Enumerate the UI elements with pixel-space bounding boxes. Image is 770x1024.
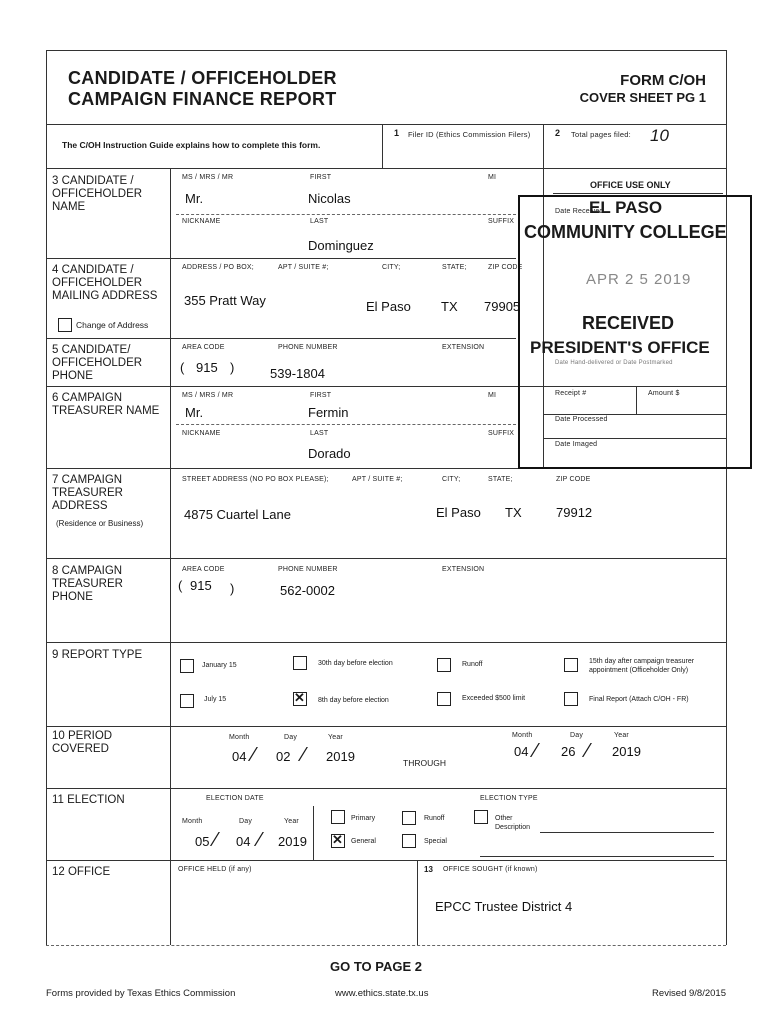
report-july-15-checkbox[interactable]	[180, 694, 194, 708]
stamp-date: APR 2 5 2019	[586, 271, 692, 288]
label-last: LAST	[310, 430, 329, 437]
divider	[46, 860, 726, 861]
form-border-top	[46, 50, 726, 51]
period-from-year[interactable]: 2019	[326, 749, 355, 764]
election-other-label: Other Description	[495, 815, 531, 831]
date-slash: ⁄	[302, 744, 306, 766]
label-state: STATE;	[488, 476, 513, 483]
go-to-page-2: GO TO PAGE 2	[330, 959, 422, 974]
label-mi: MI	[488, 392, 497, 399]
election-special-checkbox[interactable]	[402, 834, 416, 848]
label-apt: APT / SUITE #;	[278, 264, 329, 271]
treasurer-title[interactable]: Mr.	[185, 405, 204, 420]
divider	[636, 386, 637, 414]
dotted-divider	[176, 214, 516, 215]
footer-provided-by: Forms provided by Texas Ethics Commission	[46, 988, 236, 999]
candidate-area-code[interactable]: 915	[196, 360, 218, 375]
label-year: Year	[328, 734, 343, 741]
date-slash: ⁄	[534, 740, 538, 762]
report-15th-day-checkbox[interactable]	[564, 658, 578, 672]
cover-sheet-label: COVER SHEET PG 1	[579, 90, 706, 105]
label-amount: Amount $	[648, 390, 680, 397]
treasurer-city[interactable]: El Paso	[436, 505, 481, 520]
election-primary-checkbox[interactable]	[331, 810, 345, 824]
form-number: FORM C/OH	[620, 72, 706, 89]
report-final-label: Final Report (Attach C/OH - FR)	[589, 696, 689, 703]
section-12-label: 12 OFFICE	[52, 866, 111, 878]
footer-url[interactable]: www.ethics.state.tx.us	[335, 988, 429, 999]
date-slash: ⁄	[586, 740, 590, 762]
treasurer-state[interactable]: TX	[505, 505, 522, 520]
stamp-line3: RECEIVED	[582, 313, 675, 333]
label-nickname: NICKNAME	[182, 430, 221, 437]
election-general-checkbox[interactable]	[331, 834, 345, 848]
label-phone-number: PHONE NUMBER	[278, 566, 338, 573]
filer-id-label: Filer ID (Ethics Commission Filers)	[408, 130, 531, 139]
instruction-text: The C/OH Instruction Guide explains how to complete this form.	[62, 140, 321, 150]
report-exceeded-label: Exceeded $500 limit	[462, 695, 526, 702]
period-to-day[interactable]: 26	[561, 744, 576, 759]
candidate-state[interactable]: TX	[441, 299, 458, 314]
other-description-line	[540, 832, 714, 833]
section-9-label: 9 REPORT TYPE	[52, 649, 143, 661]
section-5-label: 5 CANDIDATE/ OFFICEHOLDER PHONE	[52, 344, 143, 382]
change-of-address-checkbox[interactable]	[58, 318, 72, 332]
period-from-day[interactable]: 02	[276, 749, 291, 764]
stamp-line4: PRESIDENT'S OFFICE	[530, 338, 710, 357]
divider	[543, 438, 726, 439]
label-last: LAST	[310, 218, 329, 225]
divider	[46, 468, 726, 469]
label-first: FIRST	[310, 392, 332, 399]
date-slash: ⁄	[214, 829, 218, 851]
office-sought-value[interactable]: EPCC Trustee District 4	[435, 899, 573, 914]
date-slash: ⁄	[258, 829, 262, 851]
label-extension: EXTENSION	[442, 566, 485, 573]
label-city: CITY;	[442, 476, 461, 483]
candidate-city[interactable]: El Paso	[366, 299, 411, 314]
election-year[interactable]: 2019	[278, 834, 307, 849]
label-area-code: AREA CODE	[182, 344, 225, 351]
label-month: Month	[182, 818, 203, 825]
divider	[46, 642, 726, 643]
total-pages-value[interactable]: 10	[650, 126, 669, 145]
section-11-label: 11 ELECTION	[52, 794, 125, 806]
paren-open: (	[178, 578, 183, 593]
report-final-checkbox[interactable]	[564, 692, 578, 706]
report-runoff-label: Runoff	[462, 661, 483, 668]
divider	[382, 124, 383, 168]
period-to-year[interactable]: 2019	[612, 744, 641, 759]
label-state: STATE;	[442, 264, 467, 271]
report-15th-day-label: 15th day after campaign treasurer appointment (Officeholder Only)	[589, 658, 695, 674]
total-pages-label: Total pages filed:	[571, 130, 631, 139]
form-border-right	[726, 50, 727, 945]
office-use-title: OFFICE USE ONLY	[590, 180, 671, 190]
paren-open: (	[180, 360, 185, 375]
treasurer-street[interactable]: 4875 Cuartel Lane	[184, 507, 291, 522]
report-30th-day-label: 30th day before election	[318, 660, 393, 667]
section-6-label: 6 CAMPAIGN TREASURER NAME	[52, 392, 160, 417]
date-slash: ⁄	[252, 744, 256, 766]
divider	[417, 860, 418, 945]
report-july-15-label: July 15	[204, 696, 227, 703]
form-border-bottom	[46, 945, 726, 946]
treasurer-phone-number[interactable]: 562-0002	[280, 583, 335, 598]
filer-id-number: 1	[394, 128, 400, 138]
treasurer-zip[interactable]: 79912	[556, 505, 593, 520]
divider	[46, 386, 726, 387]
label-receipt: Receipt #	[555, 390, 587, 397]
label-date-hand-delivered: Date Hand-delivered or Date Postmarked	[555, 360, 673, 366]
report-8th-day-label: 8th day before election	[318, 697, 389, 704]
form-title-line1: CANDIDATE / OFFICEHOLDER	[68, 68, 337, 88]
election-general-label: General	[351, 838, 376, 845]
election-month[interactable]: 05	[195, 834, 210, 849]
divider	[313, 806, 314, 860]
section-7-label: 7 CAMPAIGN TREASURER ADDRESS	[52, 474, 123, 512]
label-ms: MS / MRS / MR	[182, 392, 234, 399]
label-extension: EXTENSION	[442, 344, 485, 351]
divider	[553, 193, 723, 194]
report-january-15-label: January 15	[202, 662, 237, 669]
candidate-zip[interactable]: 79905	[484, 299, 521, 314]
section-3-label: 3 CANDIDATE / OFFICEHOLDER NAME	[52, 175, 143, 213]
other-description-line	[480, 856, 714, 857]
election-special-label: Special	[424, 838, 447, 845]
section-7-note: (Residence or Business)	[56, 519, 144, 528]
label-address: ADDRESS / PO BOX;	[182, 264, 254, 271]
label-office-sought: OFFICE SOUGHT (if known)	[443, 866, 538, 873]
report-30th-day-checkbox[interactable]	[293, 656, 307, 670]
candidate-street[interactable]: 355 Pratt Way	[184, 293, 266, 308]
divider	[46, 258, 516, 259]
stamp-line1: EL PASO	[589, 198, 663, 217]
election-runoff-label: Runoff	[424, 815, 445, 822]
candidate-first-name[interactable]: Nicolas	[308, 191, 351, 206]
label-area-code: AREA CODE	[182, 566, 225, 573]
label-first: FIRST	[310, 174, 332, 181]
header-divider	[46, 124, 726, 125]
label-apt: APT / SUITE #;	[352, 476, 403, 483]
candidate-last-name[interactable]: Dominguez	[308, 238, 374, 253]
label-day: Day	[239, 818, 253, 825]
report-8th-day-checkbox[interactable]	[293, 692, 307, 706]
label-suffix: SUFFIX	[488, 430, 515, 437]
treasurer-area-code[interactable]: 915	[190, 578, 212, 593]
label-year: Year	[614, 732, 629, 739]
divider	[46, 726, 726, 727]
treasurer-last-name[interactable]: Dorado	[308, 446, 351, 461]
label-suffix: SUFFIX	[488, 218, 515, 225]
divider	[543, 414, 726, 415]
candidate-title[interactable]: Mr.	[185, 191, 204, 206]
label-zip: ZIP CODE	[488, 264, 523, 271]
label-date-received: Date Received	[555, 208, 604, 215]
total-pages-number: 2	[555, 128, 561, 138]
label-day: Day	[284, 734, 298, 741]
paren-close: )	[230, 360, 235, 375]
section-8-label: 8 CAMPAIGN TREASURER PHONE	[52, 565, 123, 603]
election-day[interactable]: 04	[236, 834, 251, 849]
form-title-line2: CAMPAIGN FINANCE REPORT	[68, 89, 337, 109]
divider	[543, 124, 544, 168]
election-runoff-checkbox[interactable]	[402, 811, 416, 825]
label-election-date: ELECTION DATE	[206, 795, 264, 802]
report-january-15-checkbox[interactable]	[180, 659, 194, 673]
stamp-line2: COMMUNITY COLLEGE	[524, 222, 727, 242]
divider	[46, 558, 726, 559]
label-month: Month	[229, 734, 250, 741]
label-city: CITY;	[382, 264, 401, 271]
election-other-checkbox[interactable]	[474, 810, 488, 824]
label-day: Day	[570, 732, 584, 739]
period-to-month[interactable]: 04	[514, 744, 529, 759]
section-10-label: 10 PERIOD COVERED	[52, 730, 113, 755]
label-phone-number: PHONE NUMBER	[278, 344, 338, 351]
label-year: Year	[284, 818, 299, 825]
divider	[46, 788, 726, 789]
footer-revised: Revised 9/8/2015	[652, 988, 726, 999]
label-ms: MS / MRS / MR	[182, 174, 234, 181]
report-exceeded-checkbox[interactable]	[437, 692, 451, 706]
label-election-type: ELECTION TYPE	[480, 795, 538, 802]
divider	[46, 338, 516, 339]
section-4-label: 4 CANDIDATE / OFFICEHOLDER MAILING ADDRESS	[52, 264, 158, 302]
label-zip: ZIP CODE	[556, 476, 591, 483]
treasurer-first-name[interactable]: Fermin	[308, 405, 349, 420]
label-mi: MI	[488, 174, 497, 181]
form-border-left	[46, 50, 47, 945]
through-label: THROUGH	[403, 758, 446, 768]
section-13-number: 13	[424, 865, 433, 874]
report-runoff-checkbox[interactable]	[437, 658, 451, 672]
label-date-processed: Date Processed	[555, 416, 608, 423]
label-date-imaged: Date Imaged	[555, 441, 598, 448]
label-street: STREET ADDRESS (NO PO BOX PLEASE);	[182, 476, 329, 483]
label-nickname: NICKNAME	[182, 218, 221, 225]
label-column-divider	[170, 168, 171, 945]
paren-close: )	[230, 581, 235, 596]
period-from-month[interactable]: 04	[232, 749, 247, 764]
label-office-held: OFFICE HELD (if any)	[178, 866, 252, 873]
dotted-divider	[176, 424, 516, 425]
candidate-phone-number[interactable]: 539-1804	[270, 366, 325, 381]
change-of-address-label: Change of Address	[76, 320, 149, 330]
label-month: Month	[512, 732, 533, 739]
election-primary-label: Primary	[351, 815, 376, 822]
